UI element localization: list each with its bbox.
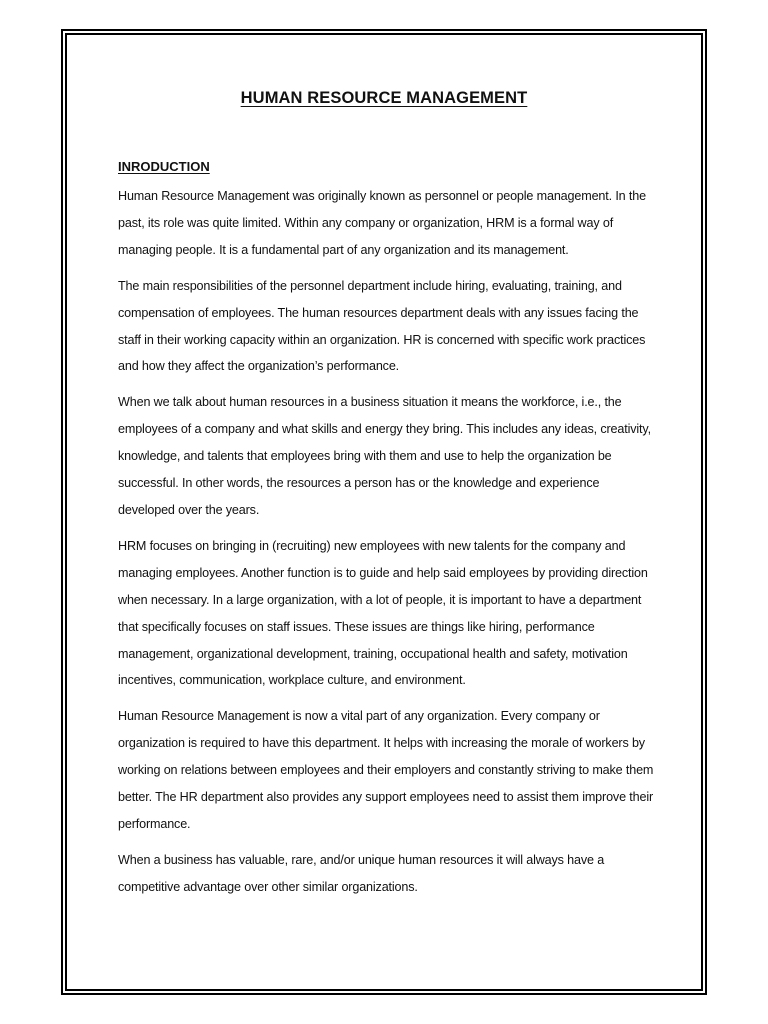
paragraph-1: Human Resource Management was originally known as personnel or people management. In the past, its role was quite limited. Within any company or organization, HRM is a formal way of managing people. It is a fundamental part of any organization and its management. <box>118 189 646 257</box>
paragraph-4: HRM focuses on bringing in (recruiting) new employees with new talents for the company and managing employees. Another function is to guide and help said employees by providing direction when necessary. In a large organization, with a lot of people, it is important to have a department that specifically focuses on staff issues. These issues are things like hiring, performance management, organizational development, training, occupational health and safety, motivation incentives, communication, workplace culture, and environment. <box>118 538 648 688</box>
paragraph-3: When we talk about human resources in a business situation it means the workforce, i.e., the employees of a company and what skills and energy they bring. This includes any ideas, creativity, knowledge, and talents that employees bring with them and use to help the organization be successful. In other words, the resources a person has or the knowledge and experience developed over the years. <box>118 395 651 517</box>
document-title: HUMAN RESOURCE MANAGEMENT <box>240 89 528 107</box>
paragraph-6: When a business has valuable, rare, and/or unique human resources it will always have a competitive advantage over other similar organizations. <box>118 852 605 894</box>
section-heading: INRODUCTION <box>118 159 210 174</box>
paragraph-5: Human Resource Management is now a vital part of any organization. Every company or organization is required to have this department. It helps with increasing the morale of workers by working on relations between employees and their employers and constantly striving to make them better. The HR department also provides any support employees need to assist them improve their performance. <box>118 709 654 831</box>
document-body <box>118 157 654 910</box>
paragraph-2: The main responsibilities of the personnel department include hiring, evaluating, training, and compensation of employees. The human resources department deals with any issues facing the staff in their working capacity within an organization. HR is concerned with specific work practices and how they affect the organization’s performance. <box>118 278 646 374</box>
